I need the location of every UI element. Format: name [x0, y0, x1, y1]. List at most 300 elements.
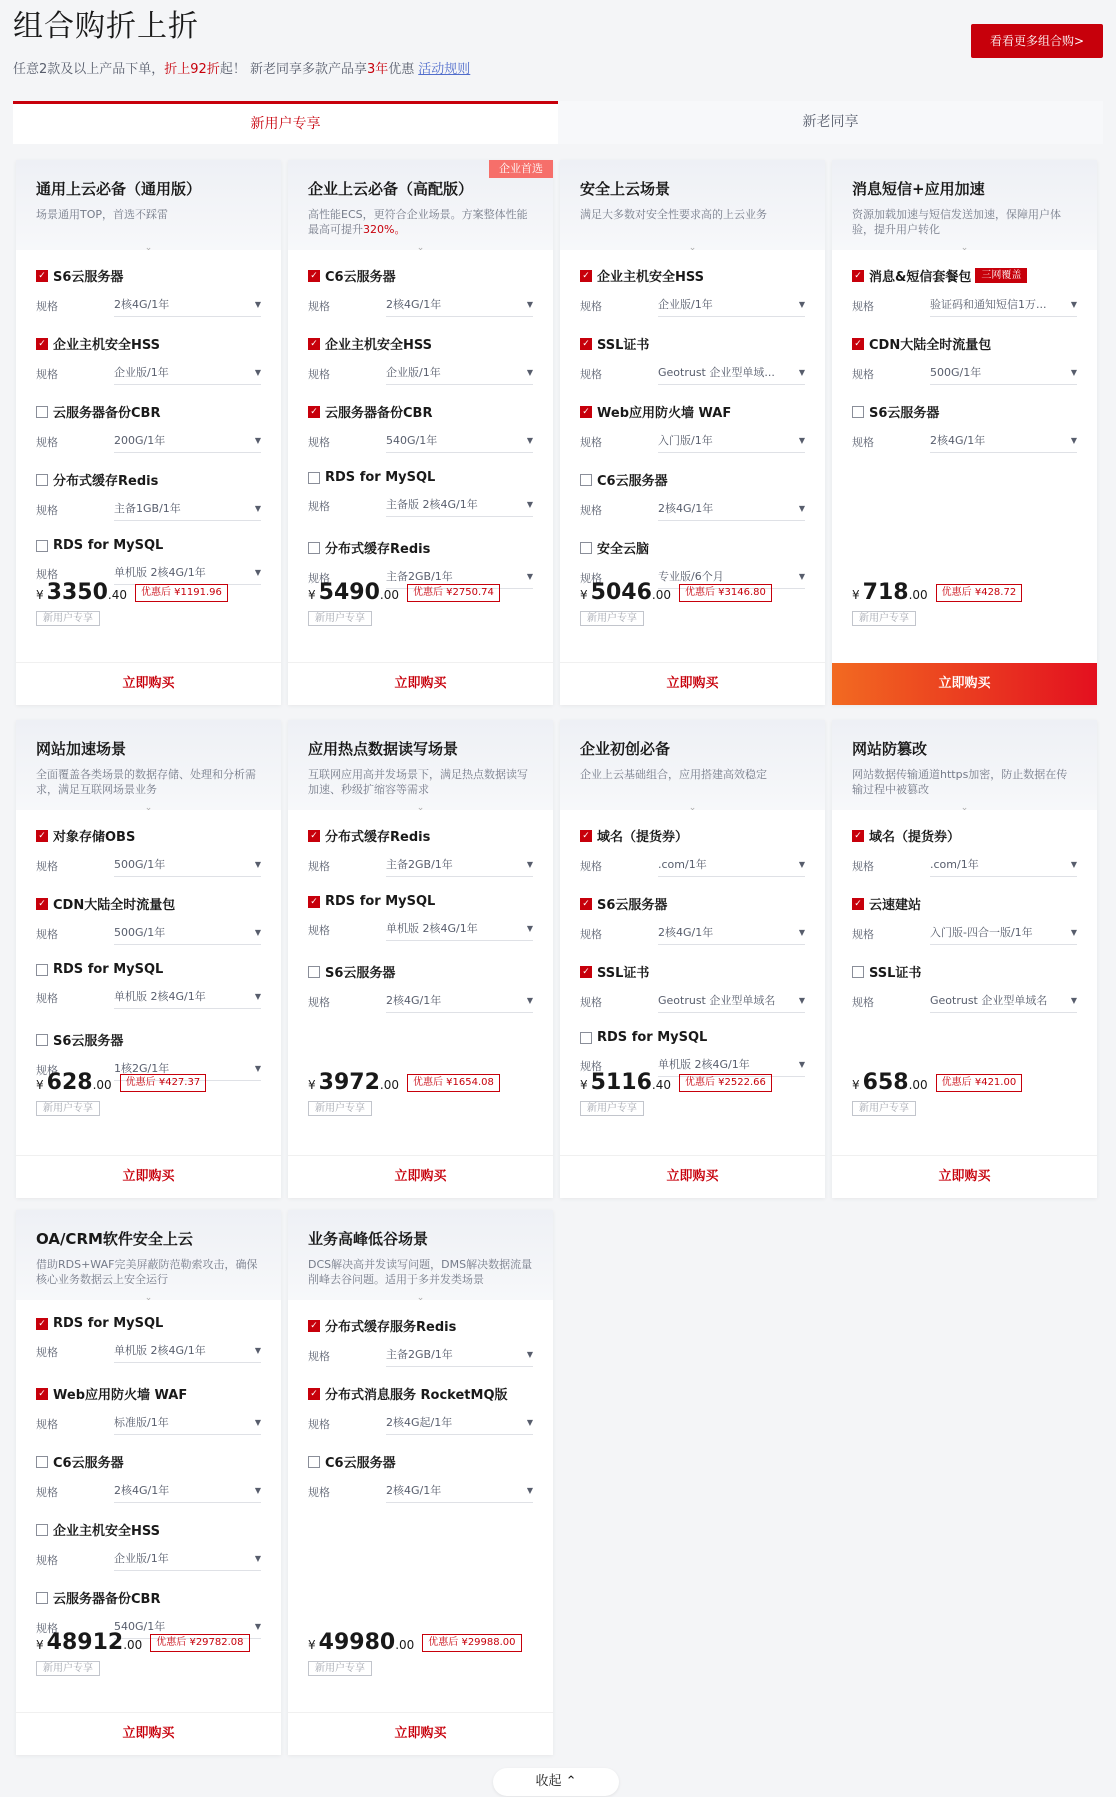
check-icon: ✓ [582, 406, 590, 417]
spec-label: 规格 [308, 1417, 330, 1431]
product-checkbox[interactable] [308, 270, 320, 282]
spec-select[interactable] [658, 362, 805, 385]
spec-label: 规格 [308, 995, 330, 1009]
product-name: S6云服务器 [53, 1034, 124, 1049]
price-integer: 5116 [590, 1070, 652, 1095]
buy-button[interactable]: 立即购买 [16, 662, 281, 705]
product-name: RDS for MySQL [597, 1030, 708, 1045]
product-checkbox[interactable] [308, 1388, 320, 1400]
product-item [36, 392, 261, 460]
product-name: RDS for MySQL [53, 1316, 164, 1331]
spec-label: 规格 [308, 299, 330, 313]
chevron-down-icon: ⌄ [960, 243, 969, 253]
buy-button[interactable]: 立即购买 [560, 662, 825, 705]
product-checkbox[interactable] [308, 1456, 320, 1468]
spec-value: 企业版/1年 [114, 1552, 169, 1565]
product-name: C6云服务器 [53, 1456, 124, 1471]
spec-select[interactable] [114, 362, 261, 385]
chevron-down-icon: ▼ [798, 368, 805, 377]
product-checkbox[interactable] [580, 830, 592, 842]
spec-value: 500G/1年 [930, 366, 982, 379]
spec-select[interactable] [114, 854, 261, 877]
product-item [36, 952, 261, 1020]
product-item [852, 884, 1077, 952]
new-user-badge: 新用户专享 [580, 611, 644, 626]
spec-select[interactable] [114, 430, 261, 453]
product-item [852, 324, 1077, 392]
spec-value: 单机版 2核4G/1年 [658, 1058, 750, 1071]
product-item [36, 884, 261, 952]
product-checkbox[interactable] [580, 1032, 592, 1044]
product-checkbox[interactable] [852, 338, 864, 350]
price-integer: 3350 [46, 580, 108, 605]
card-desc: 互联网应用高并发场景下，满足热点数据读写加速、秒级扩缩容等需求 [308, 768, 528, 796]
spec-value: 2核4G/1年 [386, 1484, 442, 1497]
product-item [580, 392, 805, 460]
product-name: CDN大陆全时流量包 [869, 338, 992, 353]
product-name: SSL证书 [597, 966, 650, 981]
spec-label: 规格 [580, 571, 602, 585]
product-name: 云服务器备份CBR [53, 1592, 161, 1607]
spec-label: 规格 [36, 503, 58, 517]
spec-label: 规格 [308, 571, 330, 585]
price-area [36, 1630, 250, 1676]
price-area [852, 580, 1022, 626]
discount-badge: 优惠后 ¥29988.00 [422, 1634, 521, 1652]
package-card [16, 1210, 281, 1755]
price-area [308, 1630, 522, 1676]
product-checkbox[interactable] [36, 540, 48, 552]
currency-symbol: ¥ [36, 1638, 44, 1652]
price-decimal: .00 [908, 1078, 928, 1092]
spec-select[interactable] [930, 922, 1077, 945]
spec-select[interactable] [114, 1340, 261, 1363]
package-card [832, 160, 1097, 705]
spec-value: 入门版/1年 [658, 434, 713, 447]
product-name: C6云服务器 [597, 474, 668, 489]
new-user-badge: 新用户专享 [852, 1101, 916, 1116]
product-item [852, 952, 1077, 1020]
buy-button[interactable]: 立即购买 [288, 1712, 553, 1755]
new-user-badge: 新用户专享 [308, 611, 372, 626]
product-checkbox[interactable] [308, 472, 320, 484]
spec-select[interactable] [930, 294, 1077, 317]
spec-select[interactable] [386, 1344, 533, 1367]
spec-value: 2核4G/1年 [114, 1484, 170, 1497]
spec-label: 规格 [852, 859, 874, 873]
buy-button[interactable]: 立即购买 [832, 1155, 1097, 1198]
product-checkbox[interactable] [580, 898, 592, 910]
spec-select[interactable] [386, 918, 533, 941]
chevron-down-icon: ▼ [798, 572, 805, 581]
price-decimal: .00 [123, 1638, 143, 1652]
product-checkbox[interactable] [36, 1592, 48, 1604]
spec-value: 540G/1年 [114, 1620, 166, 1633]
card-header [288, 720, 553, 813]
spec-select[interactable] [658, 294, 805, 317]
product-checkbox[interactable] [852, 830, 864, 842]
currency-symbol: ¥ [580, 1078, 588, 1092]
card-desc: 企业上云基础组合，应用搭建高效稳定 [580, 768, 767, 781]
product-item [580, 324, 805, 392]
product-item [580, 884, 805, 952]
new-user-badge: 新用户专享 [36, 611, 100, 626]
product-item [580, 816, 805, 884]
product-item [308, 816, 533, 884]
card-title: 网站防篡改 [852, 740, 928, 758]
check-icon: ✓ [310, 338, 318, 349]
collapse-button[interactable]: 收起 ⌃ [493, 1768, 619, 1796]
spec-value: 2核4G/1年 [386, 298, 442, 311]
spec-select[interactable] [386, 362, 533, 385]
product-name: 分布式消息服务 RocketMQ版 [325, 1388, 508, 1403]
tab-new-user[interactable]: 新用户专享 [13, 101, 558, 144]
spec-select[interactable] [930, 430, 1077, 453]
spec-label: 规格 [580, 927, 602, 941]
product-checkbox[interactable] [308, 406, 320, 418]
product-checkbox[interactable] [580, 338, 592, 350]
spec-select[interactable] [658, 922, 805, 945]
chevron-down-icon: ▼ [254, 992, 261, 1001]
card-title: 网站加速场景 [36, 740, 127, 758]
spec-value: 200G/1年 [114, 434, 166, 447]
price-integer: 628 [46, 1070, 93, 1095]
spec-value: 2核4G起/1年 [386, 1416, 453, 1429]
spec-select[interactable] [658, 430, 805, 453]
more-combos-button[interactable]: 看看更多组合购> [971, 24, 1103, 58]
product-name: S6云服务器 [53, 270, 124, 285]
spec-value: 入门版-四合一版/1年 [930, 926, 1033, 939]
discount-badge: 优惠后 ¥1191.96 [135, 584, 228, 602]
spec-label: 规格 [36, 367, 58, 381]
price-area [580, 1070, 772, 1116]
product-name: SSL证书 [869, 966, 922, 981]
product-checkbox[interactable] [308, 830, 320, 842]
product-item [580, 952, 805, 1020]
spec-select[interactable] [930, 362, 1077, 385]
product-item [852, 392, 1077, 460]
product-name: 分布式缓存服务Redis [325, 1320, 457, 1335]
product-item [580, 460, 805, 528]
new-user-badge: 新用户专享 [308, 1101, 372, 1116]
spec-label: 规格 [852, 435, 874, 449]
spec-label: 规格 [308, 859, 330, 873]
card-title: 企业上云必备（高配版） [308, 180, 474, 198]
chevron-down-icon: ▼ [254, 928, 261, 937]
price-decimal: .00 [379, 588, 399, 602]
spec-value: 单机版 2核4G/1年 [386, 922, 478, 935]
chevron-down-icon: ▼ [526, 572, 533, 581]
spec-select[interactable] [930, 990, 1077, 1013]
spec-value: 企业版/1年 [386, 366, 441, 379]
spec-label: 规格 [36, 1553, 58, 1567]
product-item [36, 1510, 261, 1578]
spec-value: 企业版/1年 [114, 366, 169, 379]
spec-select[interactable] [658, 498, 805, 521]
product-checkbox[interactable] [36, 964, 48, 976]
buy-button[interactable]: 立即购买 [288, 1155, 553, 1198]
package-card [288, 720, 553, 1198]
corner-badge: 企业首选 [489, 160, 553, 178]
chevron-down-icon: ⌄ [960, 803, 969, 813]
spec-select[interactable] [658, 990, 805, 1013]
product-checkbox[interactable] [308, 1320, 320, 1332]
chevron-down-icon: ▼ [526, 996, 533, 1005]
spec-label: 规格 [580, 859, 602, 873]
card-desc: 网站数据传输通道https加密，防止数据在传输过程中被篡改 [852, 768, 1068, 796]
chevron-down-icon: ▼ [1070, 996, 1077, 1005]
product-name: 对象存储OBS [53, 830, 136, 845]
new-user-badge: 新用户专享 [580, 1101, 644, 1116]
currency-symbol: ¥ [580, 588, 588, 602]
tab-all-users[interactable]: 新老同享 [558, 101, 1103, 144]
spec-select[interactable] [386, 990, 533, 1013]
product-name: 域名（提货券） [597, 830, 689, 845]
spec-label: 规格 [308, 1349, 330, 1363]
spec-select[interactable] [930, 854, 1077, 877]
chevron-down-icon: ▼ [254, 1064, 261, 1073]
buy-button[interactable]: 立即购买 [832, 663, 1097, 705]
spec-select[interactable] [114, 986, 261, 1009]
spec-label: 规格 [36, 435, 58, 449]
spec-value: 540G/1年 [386, 434, 438, 447]
currency-symbol: ¥ [308, 1638, 316, 1652]
price-decimal: .00 [651, 588, 671, 602]
chevron-down-icon: ▼ [254, 368, 261, 377]
discount-badge: 优惠后 ¥421.00 [936, 1074, 1023, 1092]
product-name: 消息&短信套餐包 [869, 270, 972, 285]
spec-value: 2核4G/1年 [658, 502, 714, 515]
product-checkbox[interactable] [36, 338, 48, 350]
spec-select[interactable] [114, 498, 261, 521]
discount-badge: 优惠后 ¥427.37 [120, 1074, 207, 1092]
package-card [560, 720, 825, 1198]
product-checkbox[interactable] [852, 898, 864, 910]
package-card [16, 160, 281, 705]
spec-label: 规格 [36, 991, 58, 1005]
product-checkbox[interactable] [580, 406, 592, 418]
chevron-down-icon: ▼ [1070, 300, 1077, 309]
check-icon: ✓ [582, 270, 590, 281]
spec-select[interactable] [386, 1412, 533, 1435]
product-name: S6云服务器 [325, 966, 396, 981]
spec-select[interactable] [386, 1480, 533, 1503]
product-checkbox[interactable] [36, 1524, 48, 1536]
product-item [852, 256, 1077, 324]
chevron-down-icon: ▼ [798, 504, 805, 513]
package-card [832, 720, 1097, 1198]
product-checkbox[interactable] [36, 1318, 48, 1330]
spec-select[interactable] [658, 854, 805, 877]
card-title: 企业初创必备 [580, 740, 671, 758]
price-decimal: .00 [92, 1078, 112, 1092]
chevron-down-icon: ⌄ [144, 243, 153, 253]
spec-value: 单机版 2核4G/1年 [114, 1344, 206, 1357]
chevron-down-icon: ▼ [798, 928, 805, 937]
new-user-badge: 新用户专享 [36, 1101, 100, 1116]
chevron-down-icon: ▼ [1070, 928, 1077, 937]
product-checkbox[interactable] [36, 1034, 48, 1046]
product-item [308, 1306, 533, 1374]
spec-select[interactable] [386, 430, 533, 453]
card-header [560, 160, 825, 253]
product-name: RDS for MySQL [53, 962, 164, 977]
check-icon: ✓ [38, 830, 46, 841]
product-name: Web应用防火墙 WAF [597, 406, 732, 421]
product-checkbox[interactable] [36, 270, 48, 282]
chevron-down-icon: ⌄ [688, 803, 697, 813]
product-checkbox[interactable] [852, 406, 864, 418]
chevron-down-icon: ▼ [526, 300, 533, 309]
spec-select[interactable] [114, 1548, 261, 1571]
product-checkbox[interactable] [36, 898, 48, 910]
spec-select[interactable] [386, 294, 533, 317]
check-icon: ✓ [310, 270, 318, 281]
product-name: 云服务器备份CBR [325, 406, 433, 421]
product-name: Web应用防火墙 WAF [53, 1388, 188, 1403]
card-header [16, 720, 281, 813]
chevron-down-icon: ▼ [798, 996, 805, 1005]
currency-symbol: ¥ [852, 588, 860, 602]
check-icon: ✓ [582, 898, 590, 909]
buy-button[interactable]: 立即购买 [560, 1155, 825, 1198]
product-name: 企业主机安全HSS [597, 270, 705, 285]
spec-value: 2核4G/1年 [658, 926, 714, 939]
product-checkbox[interactable] [852, 270, 864, 282]
rule-link[interactable]: 活动规则 [418, 62, 471, 77]
spec-select[interactable] [114, 294, 261, 317]
card-title: OA/CRM软件安全上云 [36, 1230, 193, 1248]
product-checkbox[interactable] [580, 542, 592, 554]
chevron-down-icon: ▼ [526, 1486, 533, 1495]
check-icon: ✓ [310, 1388, 318, 1399]
check-icon: ✓ [310, 830, 318, 841]
spec-value: 单机版 2核4G/1年 [114, 990, 206, 1003]
product-checkbox[interactable] [36, 830, 48, 842]
spec-select[interactable] [114, 922, 261, 945]
spec-select[interactable] [114, 1412, 261, 1435]
spec-value: 主备1GB/1年 [114, 502, 181, 515]
chevron-down-icon: ▼ [798, 860, 805, 869]
chevron-up-icon: ⌃ [565, 1774, 577, 1789]
product-checkbox[interactable] [308, 542, 320, 554]
product-item [580, 256, 805, 324]
promo-subtitle: 任意2款及以上产品下单，折上92折起！ 新老同享多款产品享3年优惠 活动规则 [13, 62, 471, 77]
price-area [36, 580, 228, 626]
check-icon: ✓ [310, 406, 318, 417]
card-desc: 满足大多数对安全性要求高的上云业务 [580, 208, 767, 221]
product-item [308, 256, 533, 324]
product-checkbox[interactable] [852, 966, 864, 978]
card-header [832, 720, 1097, 813]
product-checkbox[interactable] [580, 966, 592, 978]
product-item [36, 256, 261, 324]
card-body [288, 1300, 553, 1510]
chevron-down-icon: ⌄ [688, 243, 697, 253]
check-icon: ✓ [38, 270, 46, 281]
product-checkbox[interactable] [580, 270, 592, 282]
chevron-down-icon: ▼ [254, 568, 261, 577]
spec-value: 标准版/1年 [114, 1416, 169, 1429]
spec-label: 规格 [580, 435, 602, 449]
product-name: 域名（提货券） [869, 830, 961, 845]
card-body [16, 1300, 281, 1646]
chevron-down-icon: ▼ [254, 1486, 261, 1495]
discount-badge: 优惠后 ¥2522.66 [679, 1074, 772, 1092]
product-name: C6云服务器 [325, 270, 396, 285]
product-checkbox[interactable] [308, 966, 320, 978]
card-body [16, 250, 281, 596]
spec-select[interactable] [386, 854, 533, 877]
buy-button[interactable]: 立即购买 [16, 1155, 281, 1198]
spec-label: 规格 [580, 1059, 602, 1073]
spec-value: 单机版 2核4G/1年 [114, 566, 206, 579]
chevron-down-icon: ▼ [798, 1060, 805, 1069]
chevron-down-icon: ▼ [254, 504, 261, 513]
card-desc: 借助RDS+WAF完美屏蔽防范勒索攻击，确保核心业务数据云上安全运行 [36, 1258, 258, 1286]
chevron-down-icon: ▼ [526, 1350, 533, 1359]
spec-label: 规格 [36, 567, 58, 581]
product-name: RDS for MySQL [325, 894, 436, 909]
price-decimal: .00 [395, 1638, 415, 1652]
spec-label: 规格 [36, 1417, 58, 1431]
spec-label: 规格 [852, 299, 874, 313]
product-checkbox[interactable] [36, 474, 48, 486]
product-checkbox[interactable] [308, 896, 320, 908]
price-integer: 5046 [590, 580, 652, 605]
spec-label: 规格 [580, 367, 602, 381]
product-item [36, 816, 261, 884]
spec-label: 规格 [36, 927, 58, 941]
product-checkbox[interactable] [36, 1456, 48, 1468]
tab-bar [13, 101, 1103, 144]
new-user-badge: 新用户专享 [36, 1661, 100, 1676]
card-desc: 高性能ECS，更符合企业场景。方案整体性能最高可提升320%。 [308, 208, 528, 236]
card-body [288, 810, 553, 1020]
buy-button[interactable]: 立即购买 [288, 662, 553, 705]
package-card [288, 160, 553, 705]
card-body [832, 250, 1097, 460]
spec-label: 规格 [36, 1485, 58, 1499]
chevron-down-icon: ▼ [526, 924, 533, 933]
spec-value: 2核4G/1年 [930, 434, 986, 447]
spec-select[interactable] [114, 1480, 261, 1503]
spec-label: 规格 [308, 367, 330, 381]
spec-select[interactable] [386, 494, 533, 517]
product-name: 云速建站 [869, 898, 922, 913]
card-header [16, 1210, 281, 1303]
buy-button[interactable]: 立即购买 [16, 1712, 281, 1755]
product-checkbox[interactable] [36, 406, 48, 418]
page-title: 组合购折上折 [13, 9, 199, 44]
spec-value: 2核4G/1年 [114, 298, 170, 311]
chevron-down-icon: ▼ [798, 436, 805, 445]
product-checkbox[interactable] [308, 338, 320, 350]
check-icon: ✓ [582, 338, 590, 349]
spec-value: 主备版 2核4G/1年 [386, 498, 478, 511]
discount-badge: 优惠后 ¥3146.80 [679, 584, 772, 602]
product-name: S6云服务器 [597, 898, 668, 913]
chevron-down-icon: ⌄ [416, 803, 425, 813]
product-name: 云服务器备份CBR [53, 406, 161, 421]
product-checkbox[interactable] [36, 1388, 48, 1400]
product-checkbox[interactable] [580, 474, 592, 486]
check-icon: ✓ [582, 966, 590, 977]
spec-value: Geotrust 企业型单域... [658, 366, 775, 379]
card-header [288, 160, 553, 253]
check-icon: ✓ [854, 338, 862, 349]
spec-label: 规格 [852, 927, 874, 941]
